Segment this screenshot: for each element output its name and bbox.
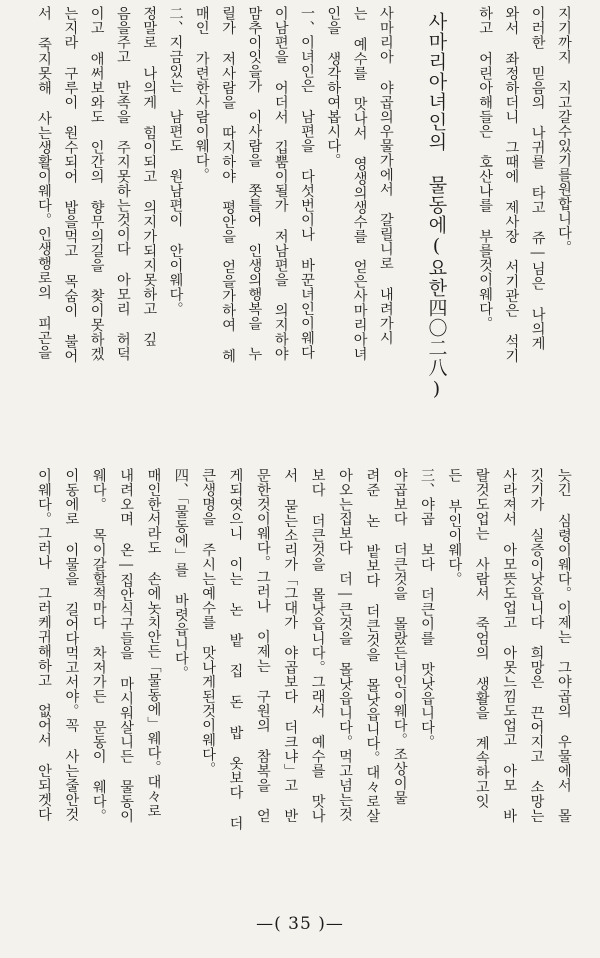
text-column: 맘추이잇을가 이사람을 쫏틀어 인생의행복을 누	[246, 6, 263, 362]
text-column: 이웨다。그러나 그러케귀해하고 없어서 안되겟다	[36, 468, 52, 822]
text-column: 三、야곱 보다 더큰이를 맛낫읍니다。	[419, 468, 436, 749]
text-column: 서 죽지못해 사는생활이웨다。인생행로의 피곤을	[36, 6, 52, 360]
text-column: 이러한 믿음의 나귀를 타고 쥬―님은 나의게	[529, 6, 546, 351]
text-column: 二、지금있는 남편도 원남편이 안이웨다。	[167, 6, 184, 316]
text-column: 서 묻는소리가「그대가 야곱보다 더크냐」고 반	[282, 468, 299, 824]
text-column: 인을 생각하여봅시다。	[325, 6, 342, 168]
text-column: 는 예수를 맛나서 영생의생수를 얻은사마리아녀	[351, 6, 368, 362]
top-text-block	[34, 6, 574, 424]
text-column: 깃기가 실증이낫읍니다 희망은 끈어지고 소망는	[528, 468, 545, 824]
column-gap	[402, 6, 414, 424]
text-column: 야곱보다 더큰것을 몰랐든녀인이웨다。조상이물	[391, 468, 408, 806]
text-column: 지기까지 지고갈수있기를원합니다。	[555, 6, 572, 255]
text-column: 보다 더큰것을 몰낫읍니다。그래서 예수를 맛나	[309, 468, 326, 824]
text-column: 랄것도업는 사람서 죽엄의 생활을 계속하고잇	[473, 468, 490, 809]
text-column: 四、「물동에」를 바렷읍니다。	[172, 468, 189, 681]
text-column: 이남편을 어더서 깁뿜이될가 저남편을 의지하야	[272, 6, 289, 362]
text-column: 이고 애써보와도 인간의 향무의길을 찾이못하겠	[88, 6, 105, 362]
text-column: 매인 가련한사람이웨다。	[193, 6, 210, 182]
text-column: 하고 어린아해들은 호산나를 부를것이웨다。	[477, 6, 494, 331]
text-column: 든 부인이웨다。	[446, 468, 463, 586]
text-column: 음을주고 만족을 주지못하는것이다 아모리 허덕	[114, 6, 131, 362]
text-column: 와서 좌정하더니 그때에 제사장 서기관은 석기	[503, 6, 520, 363]
text-column: 매인한서라도 손에놋치안든「물동에」웨다。대々로	[145, 468, 162, 818]
text-column: 아오는집보다 더―큰것을 몰낫읍니다。먹고넘는것	[336, 468, 353, 822]
text-column: 릴가 저사람을 따지하야 평안을 얻을가하여 헤	[220, 6, 237, 363]
text-column: 내려오며 온―집안식구들을 마시워살니든 물동이	[118, 468, 135, 824]
text-column: 문한것이웨다。그러나 이제는 구원의 참복을 얻	[254, 468, 271, 824]
column-gap	[457, 6, 469, 424]
text-column: 큰생명을 주시는예수를 맛나게된것이웨다。	[200, 468, 217, 777]
text-column: 이동에로 이물을 길어다먹고서야。꼭 사는줄안것	[63, 468, 80, 822]
section-title: 사마리아녀인의 물동에(요한四〇二八)	[425, 12, 448, 401]
text-column: 웨다。 목이갈할적마다 차저가든 문동이 웨다。	[90, 468, 107, 824]
text-column: 사마리아 야곱의우물가에서 갈릴니로 내려가시	[377, 6, 394, 345]
text-column: 려준 논 밭보다 더큰것을 몰낫읍니다。대々로살	[364, 468, 381, 824]
text-column: 一、이녀인은 남편을 다섯번이나 바꾼녀인이웨다	[298, 6, 315, 360]
text-column: 게되엿으니 이는 논 밭 집 돈 밥 옷보다 더	[227, 468, 244, 831]
text-column: 는지라 구루이 원수되어 밥을먹고 목숨이 불어	[62, 6, 79, 363]
text-column: 정말로 나의게 힘이되고 의지가되지못하고 깊	[141, 6, 158, 347]
text-column: 늣긴 심령이웨다。이제는 그야곱의 우물에서 몰	[555, 468, 572, 824]
page-number: —( 35 )—	[256, 914, 344, 934]
text-column: 사라져서 아모뜻도업고 아못느낌도업고 아모 바	[501, 468, 518, 824]
bottom-text-block	[34, 468, 574, 898]
